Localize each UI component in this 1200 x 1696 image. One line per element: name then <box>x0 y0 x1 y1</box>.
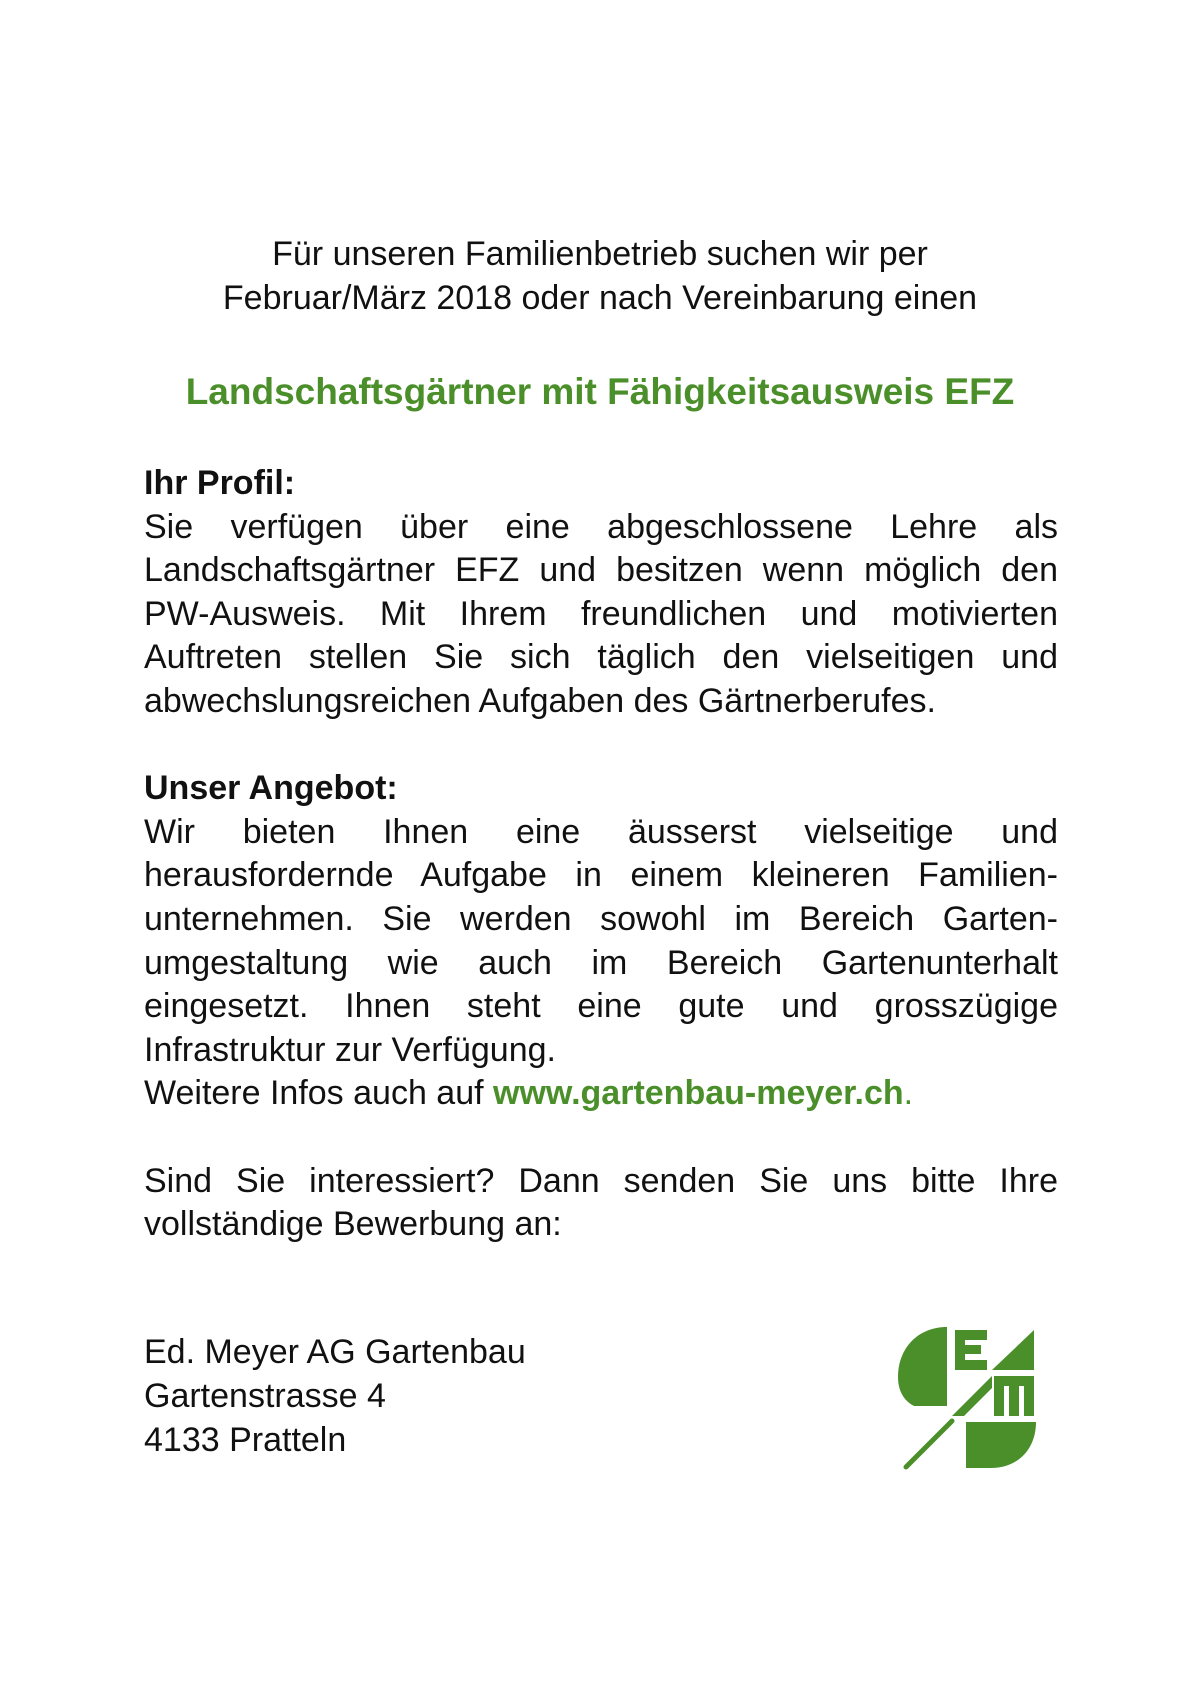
leaf-em-logo-icon <box>896 1322 1046 1472</box>
intro-line-1: Für unseren Familienbetrieb suchen wir per <box>272 235 928 273</box>
job-title: Landschaftsgärtner mit Fähigkeitsausweis EFZ <box>185 371 1015 412</box>
main-content <box>144 462 1058 1247</box>
more-info-line <box>144 1072 1058 1116</box>
apply-text: Sind Sie interessiert? Dann senden Sie uns bitte Ihre vollständige Bewerbung an: <box>144 1161 1058 1244</box>
company-city: 4133 Pratteln <box>144 1421 347 1459</box>
profile-text: Sie verfügen über eine abgeschlossene Lehre als Landschaftsgärtner EFZ und besitzen wenn möglich den PW-Ausweis. Mit Ihrem freundlichen und motivierten Auftreten stellen Sie sich täglich den vielseitigen und abwechslungsreichen Aufgaben des Gärtnerberufes. <box>144 507 1058 720</box>
company-address <box>144 1330 526 1462</box>
more-info-suffix: . <box>903 1074 914 1113</box>
intro-text <box>0 232 1200 320</box>
website-link[interactable]: www.gartenbau-meyer.ch <box>493 1074 904 1113</box>
profile-heading: Ihr Profil: <box>144 464 296 502</box>
spacer <box>144 724 1058 768</box>
offer-heading: Unser Angebot: <box>144 769 398 808</box>
more-info-prefix: Weitere Infos auch auf <box>144 1074 494 1113</box>
company-street: Gartenstrasse 4 <box>144 1377 386 1415</box>
offer-text: Wir bieten Ihnen eine äusserst vielseitige und herausfordernde Aufgabe in einem kleineren Familienunternehmen. Sie werden sowohl im Bereich Gartenumgestaltung wie auch im Bereich Gartenunterhalt eingesetzt. Ihnen steht eine gute und grosszügige Infrastruktur zur Verfügung. <box>144 812 1058 1069</box>
company-name: Ed. Meyer AG Gartenbau <box>144 1333 526 1371</box>
spacer <box>144 1116 1058 1160</box>
intro-line-2: Februar/März 2018 oder nach Vereinbarung einen <box>222 279 978 317</box>
